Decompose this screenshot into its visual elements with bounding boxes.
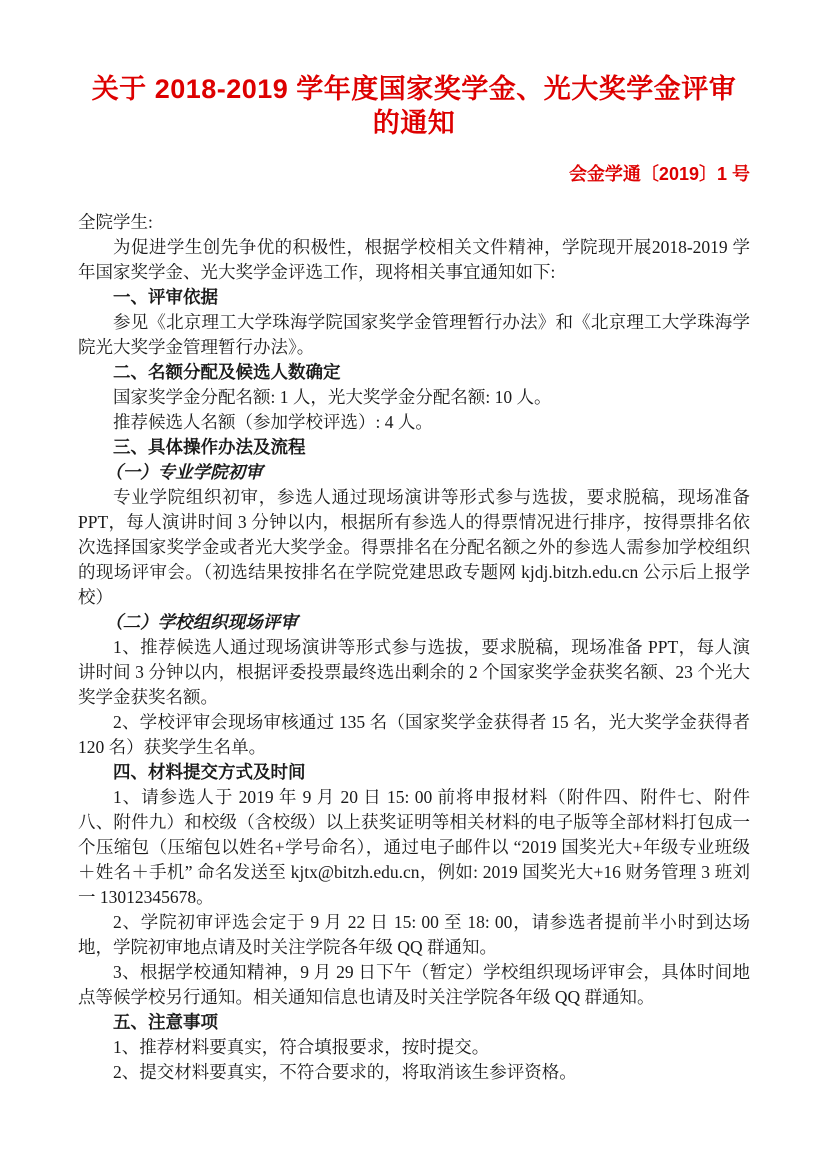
section-2-heading: 二、名额分配及候选人数确定 xyxy=(113,362,341,382)
section-2-candidates-line: 推荐候选人名额（参加学校评选）: 4 人。 xyxy=(113,412,433,432)
section-3-heading: 三、具体操作办法及流程 xyxy=(113,437,306,457)
section-4-item-1: 1、请参选人于 2019 年 9 月 20 日 15: 00 前将申报材料（附件四、附件七、附件八、附件九）和校级（含校级）以上获奖证明等相关材料的电子版等全部材料打包成一个压缩包（压缩包以姓名+学号命名），通过电子邮件以 “2019 国奖光大+年级专业班级＋姓名＋手机” 命名发送至 kjtx@bitzh.edu.cn，例如: 2019 国奖光大+16 财务管理 3 班刘一 13012345678。 xyxy=(78,787,750,907)
section-5-item-1: 1、推荐材料要真实，符合填报要求，按时提交。 xyxy=(113,1037,490,1057)
section-1-text: 参见《北京理工大学珠海学院国家奖学金管理暂行办法》和《北京理工大学珠海学院光大奖学金管理暂行办法》。 xyxy=(78,312,750,357)
section-1-heading: 一、评审依据 xyxy=(113,287,218,307)
section-3-sub-2-item-2: 2、学校评审会现场审核通过 135 名（国家奖学金获得者 15 名，光大奖学金获得者 120 名）获奖学生名单。 xyxy=(78,712,750,757)
section-5-heading: 五、注意事项 xyxy=(113,1012,218,1032)
page-title: 关于 2018-2019 学年度国家奖学金、光大奖学金评审的通知 xyxy=(91,74,737,138)
document-body xyxy=(78,210,750,1085)
section-4-item-3: 3、根据学校通知精神，9 月 29 日下午（暂定）学校组织现场评审会，具体时间地点等候学校另行通知。相关通知信息也请及时关注学院各年级 QQ 群通知。 xyxy=(78,962,750,1007)
section-2-quota-line: 国家奖学金分配名额: 1 人，光大奖学金分配名额: 10 人。 xyxy=(113,387,552,407)
section-3-sub-2-item-1: 1、推荐候选人通过现场演讲等形式参与选拔，要求脱稿，现场准备 PPT，每人演讲时间 3 分钟以内，根据评委投票最终选出剩余的 2 个国家奖学金获奖名额、23 个光大奖学金获奖名额。 xyxy=(78,637,750,707)
section-3-sub-2-heading: （二）学校组织现场评审 xyxy=(105,612,298,632)
section-3-sub-1-text: 专业学院组织初审，参选人通过现场演讲等形式参与选拔，要求脱稿，现场准备 PPT，每人演讲时间 3 分钟以内，根据所有参选人的得票情况进行排序，按得票排名依次选择国家奖学金或者光大奖学金。得票排名在分配名额之外的参选人需参加学校组织的现场评审会。（初选结果按排名在学院党建思政专题网 kjdj.bitzh.edu.cn 公示后上报学校） xyxy=(78,487,750,607)
section-5-item-2: 2、提交材料要真实，不符合要求的，将取消该生参评资格。 xyxy=(113,1062,577,1082)
salutation: 全院学生: xyxy=(78,212,153,232)
document-number: 会金学通〔2019〕1 号 xyxy=(568,164,750,184)
section-4-item-2: 2、学院初审评选会定于 9 月 22 日 15: 00 至 18: 00，请参选者提前半小时到达场地，学院初审地点请及时关注学院各年级 QQ 群通知。 xyxy=(78,912,750,957)
section-3-sub-1-heading: （一）专业学院初审 xyxy=(105,462,263,482)
intro-paragraph: 为促进学生创先争优的积极性，根据学校相关文件精神，学院现开展2018-2019 学年国家奖学金、光大奖学金评选工作，现将相关事宜通知如下: xyxy=(78,237,750,282)
section-4-heading: 四、材料提交方式及时间 xyxy=(113,762,306,782)
